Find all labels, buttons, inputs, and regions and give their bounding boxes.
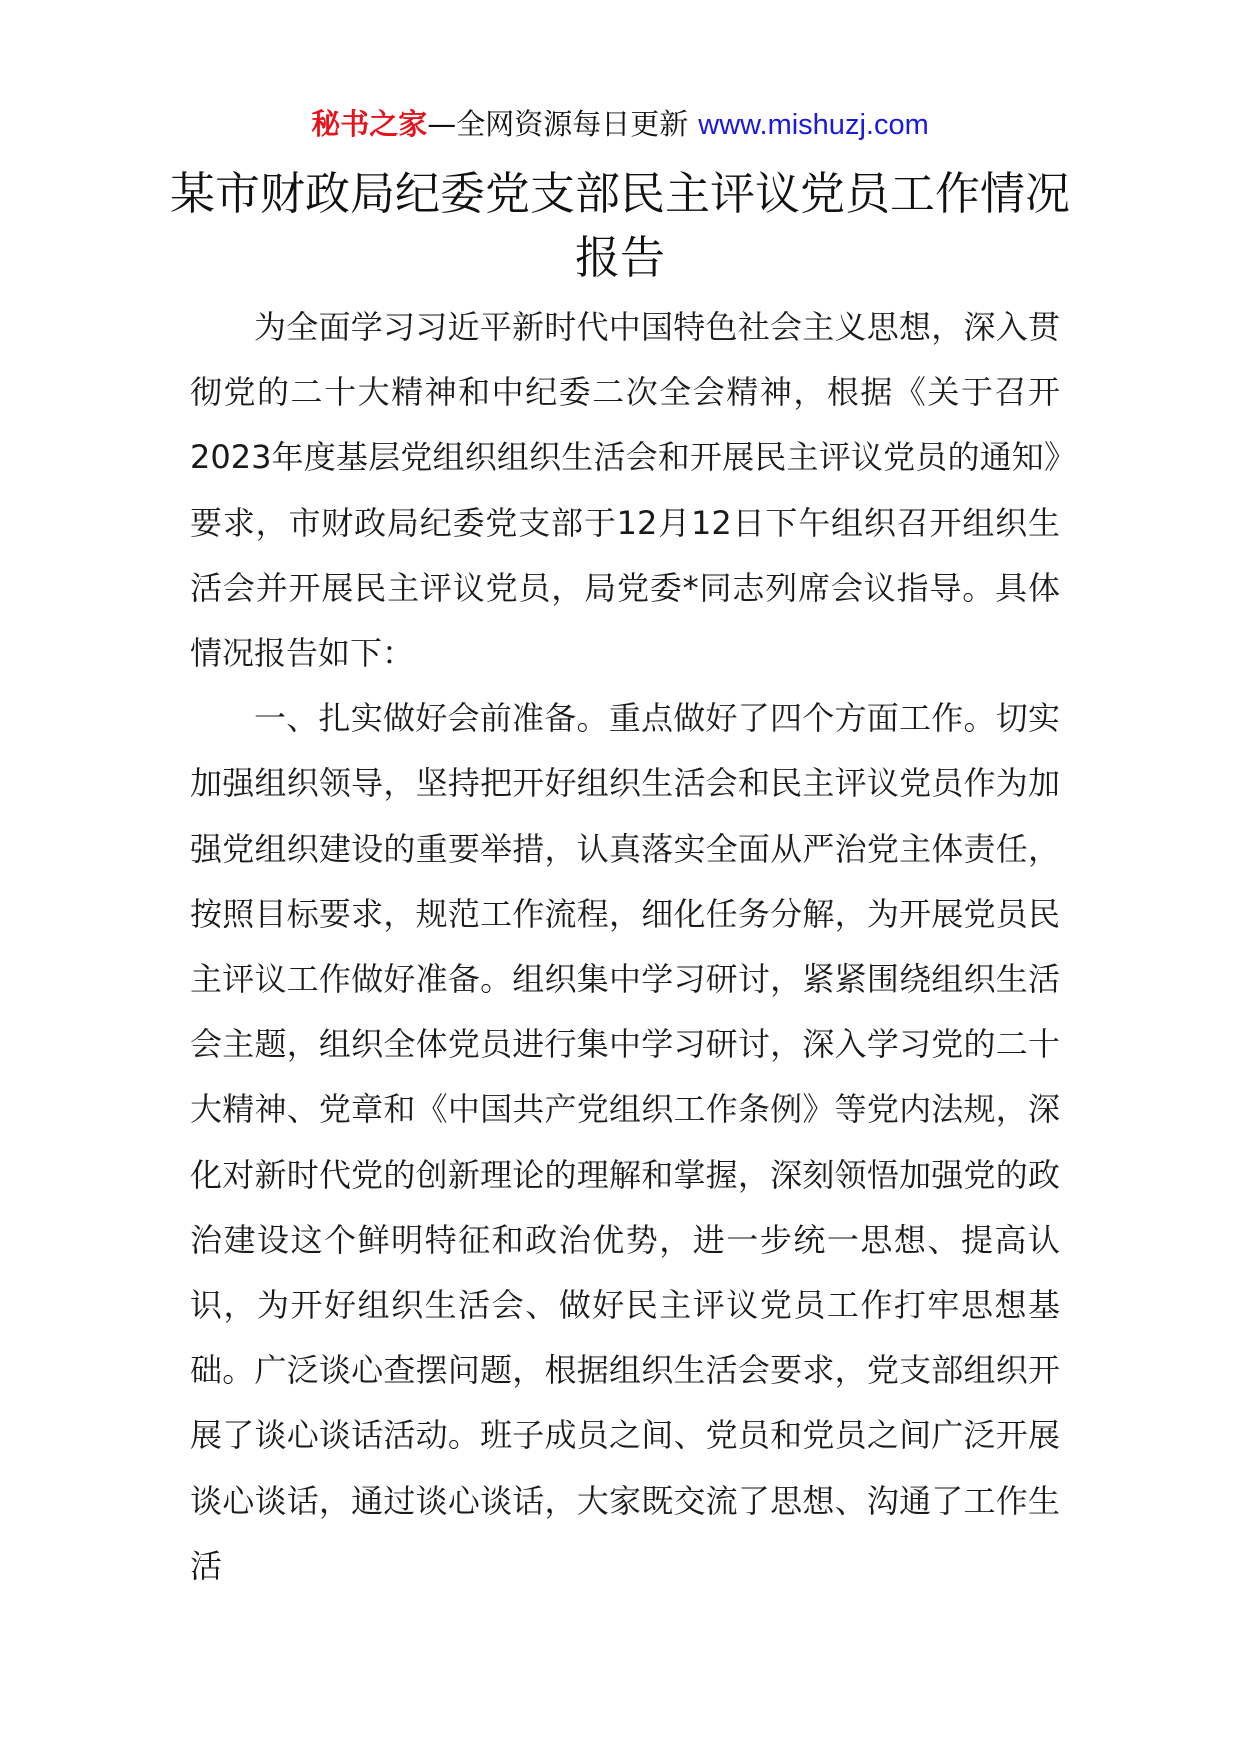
paragraph-section-one: 一、扎实做好会前准备。重点做好了四个方面工作。切实加强组织领导，坚持把开好组织生活会和民主评议党员作为加强党组织建设的重要举措，认真落实全面从严治党主体责任，按照目标要求，规范工作流程，细化任务分解，为开展党员民主评议工作做好准备。组织集中学习研讨，紧紧围绕组织生活会主题，组织全体党员进行集中学习研讨，深入学习党的二十大精神、党章和《中国共产党组织工作条例》等党内法规，深化对新时代党的创新理论的理解和掌握，深刻领悟加强党的政治建设这个鲜明特征和政治优势，进一步统一思想、提高认识，为开好组织生活会、做好民主评议党员工作打牢思想基础。广泛谈心查摆问题，根据组织生活会要求，党支部组织开展了谈心谈话活动。班子成员之间、党员和党员之间广泛开展谈心谈话，通过谈心谈话，大家既交流了思想、沟通了工作生活	[190, 699, 1060, 1585]
document-body	[190, 295, 1060, 1599]
site-header	[0, 104, 1240, 145]
website-link[interactable]: www.mishuzj.com	[698, 109, 929, 141]
document-title: 某市财政局纪委党支部民主评议党员工作情况报告	[169, 167, 1070, 284]
paragraph-intro: 为全面学习习近平新时代中国特色社会主义思想，深入贯彻党的二十大精神和中纪委二次全会精神，根据《关于召开2023年度基层党组织组织生活会和开展民主评议党员的通知》要求，市财政局纪委党支部于12月12日下午组织召开组织生活会并开展民主评议党员，局党委*同志列席会议指导。具体情况报告如下：	[190, 308, 1060, 673]
header-slogan: —全网资源每日更新	[427, 107, 689, 141]
brand-name: 秘书之家	[311, 107, 428, 141]
